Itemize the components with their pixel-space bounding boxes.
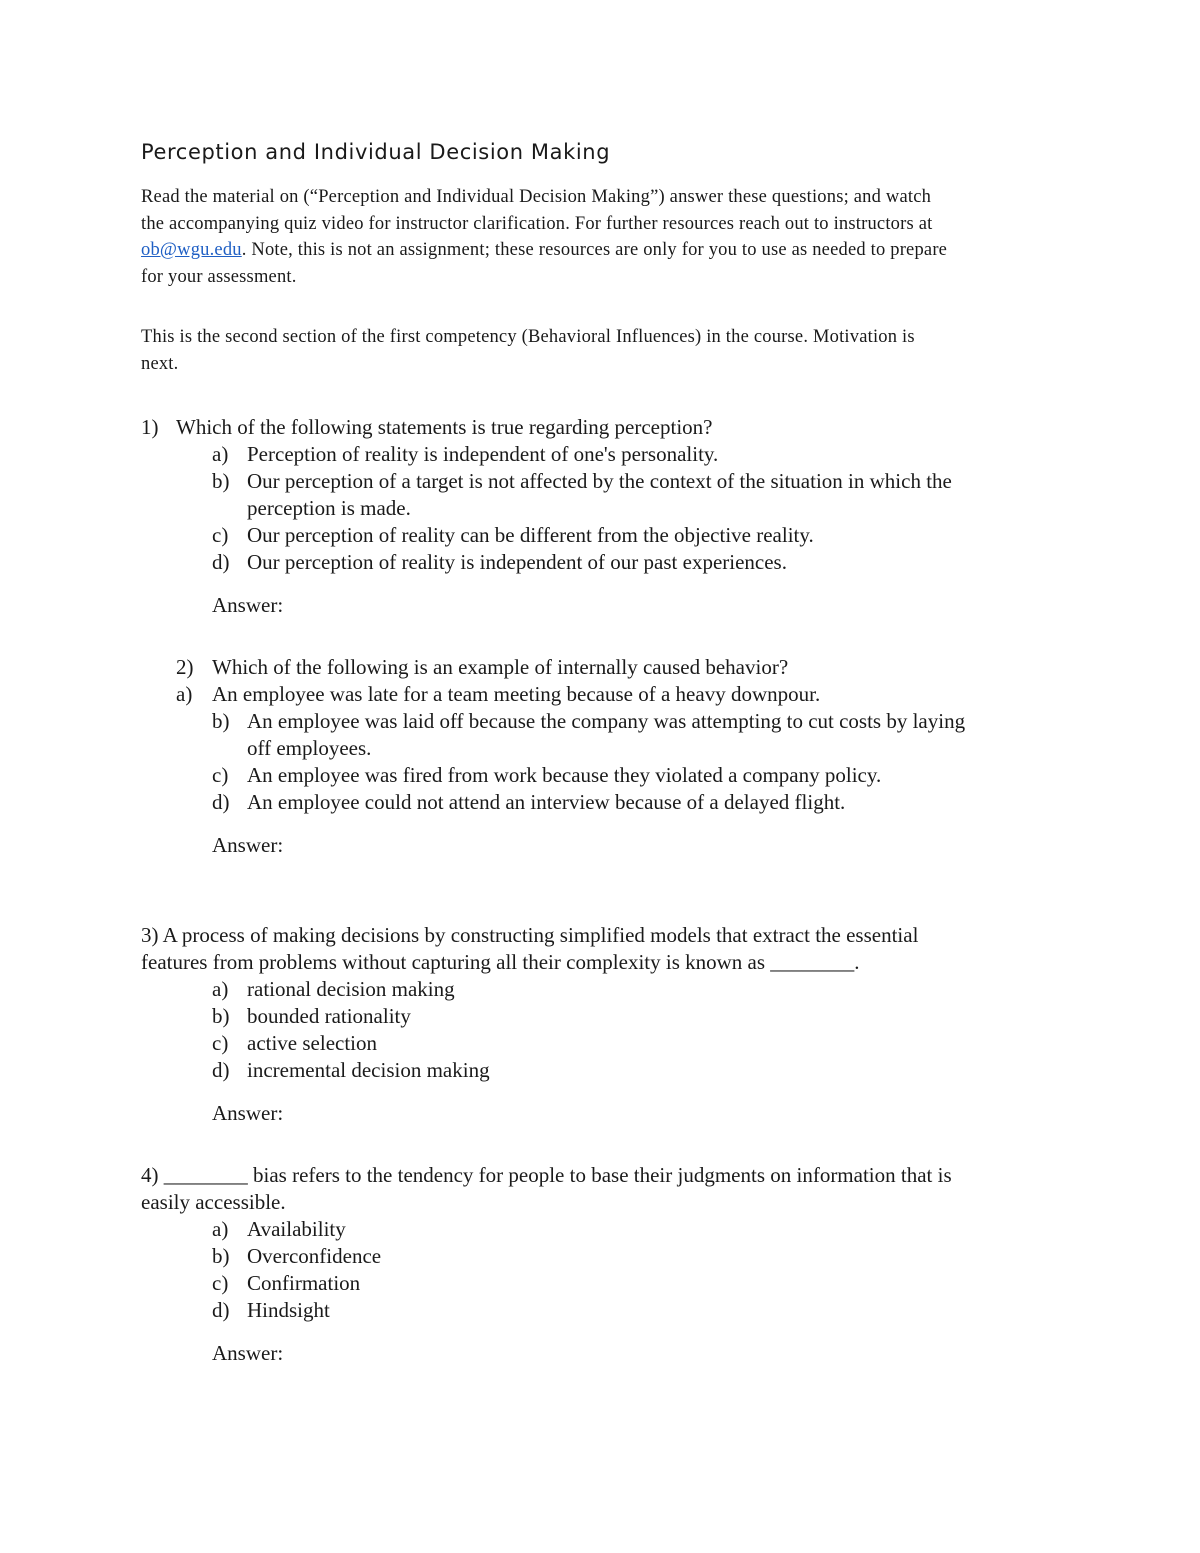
option-text: Hindsight: [247, 1298, 330, 1322]
option-text: Confirmation: [247, 1271, 361, 1295]
document-title: Perception and Individual Decision Making: [141, 140, 611, 164]
option-text: An employee could not attend an interview because of a delayed flight.: [247, 790, 846, 814]
question-number: 2): [176, 655, 194, 679]
intro-line: This is the second section of the first competency (Behavioral Influences) in the course. Motivation is: [141, 327, 915, 347]
option-letter: b): [212, 1244, 230, 1268]
option-text: perception is made.: [247, 496, 411, 520]
option-letter: d): [212, 550, 230, 574]
question-stem: Which of the following is an example of internally caused behavior?: [212, 655, 789, 679]
intro-line-rest: . Note, this is not an assignment; these resources are only for you to use as needed to prepare: [241, 240, 948, 260]
option-letter: c): [212, 763, 229, 787]
option-text: Overconfidence: [247, 1244, 382, 1268]
option-text: An employee was fired from work because they violated a company policy.: [247, 763, 882, 787]
option-text: Availability: [247, 1217, 346, 1241]
answer-label: Answer:: [212, 1101, 284, 1125]
intro-paragraph-2: [141, 324, 1071, 377]
option-letter: b): [212, 1004, 230, 1028]
option-letter: a): [212, 977, 229, 1001]
option-letter: d): [212, 790, 230, 814]
option-letter: a): [176, 682, 193, 706]
option-letter: a): [212, 442, 229, 466]
question-stem: 4) ________ bias refers to the tendency for people to base their judgments on information that is: [141, 1163, 952, 1187]
question-number: 1): [141, 415, 159, 439]
option-text: off employees.: [247, 736, 372, 760]
option-text: An employee was late for a team meeting because of a heavy downpour.: [212, 682, 821, 706]
intro-line: [141, 237, 1071, 264]
answer-label: Answer:: [212, 1341, 284, 1365]
option-text: Our perception of reality can be different from the objective reality.: [247, 523, 814, 547]
question-stem: features from problems without capturing all their complexity is known as ________.: [141, 950, 860, 974]
instructor-email-link[interactable]: ob@wgu.edu: [141, 240, 242, 260]
intro-paragraph-1: [141, 184, 1071, 290]
answer-label: Answer:: [212, 593, 284, 617]
option-text: Our perception of reality is independent of our past experiences.: [247, 550, 787, 574]
intro-line: next.: [141, 353, 179, 374]
option-letter: c): [212, 1271, 229, 1295]
question-stem: Which of the following statements is true regarding perception?: [176, 415, 713, 439]
option-text: active selection: [247, 1031, 378, 1055]
option-text: incremental decision making: [247, 1058, 490, 1082]
option-letter: c): [212, 1031, 229, 1055]
option-text: bounded rationality: [247, 1004, 411, 1028]
answer-label: Answer:: [212, 833, 284, 857]
option-text: Perception of reality is independent of one's personality.: [247, 442, 719, 466]
option-letter: b): [212, 469, 230, 493]
option-letter: a): [212, 1217, 229, 1241]
option-text: rational decision making: [247, 977, 455, 1001]
question-stem: 3) A process of making decisions by constructing simplified models that extract the essential: [141, 923, 919, 947]
option-letter: d): [212, 1058, 230, 1082]
option-text: Our perception of a target is not affected by the context of the situation in which the: [247, 469, 952, 493]
option-letter: b): [212, 709, 230, 733]
question-stem: easily accessible.: [141, 1190, 286, 1214]
option-letter: d): [212, 1298, 230, 1322]
option-letter: c): [212, 523, 229, 547]
intro-line: for your assessment.: [141, 266, 297, 287]
intro-line: the accompanying quiz video for instructor clarification. For further resources reach out to instructors at: [141, 213, 933, 234]
option-text: An employee was laid off because the company was attempting to cut costs by laying: [247, 709, 966, 733]
intro-line: Read the material on (“Perception and Individual Decision Making”) answer these questions; and watch: [141, 187, 932, 207]
